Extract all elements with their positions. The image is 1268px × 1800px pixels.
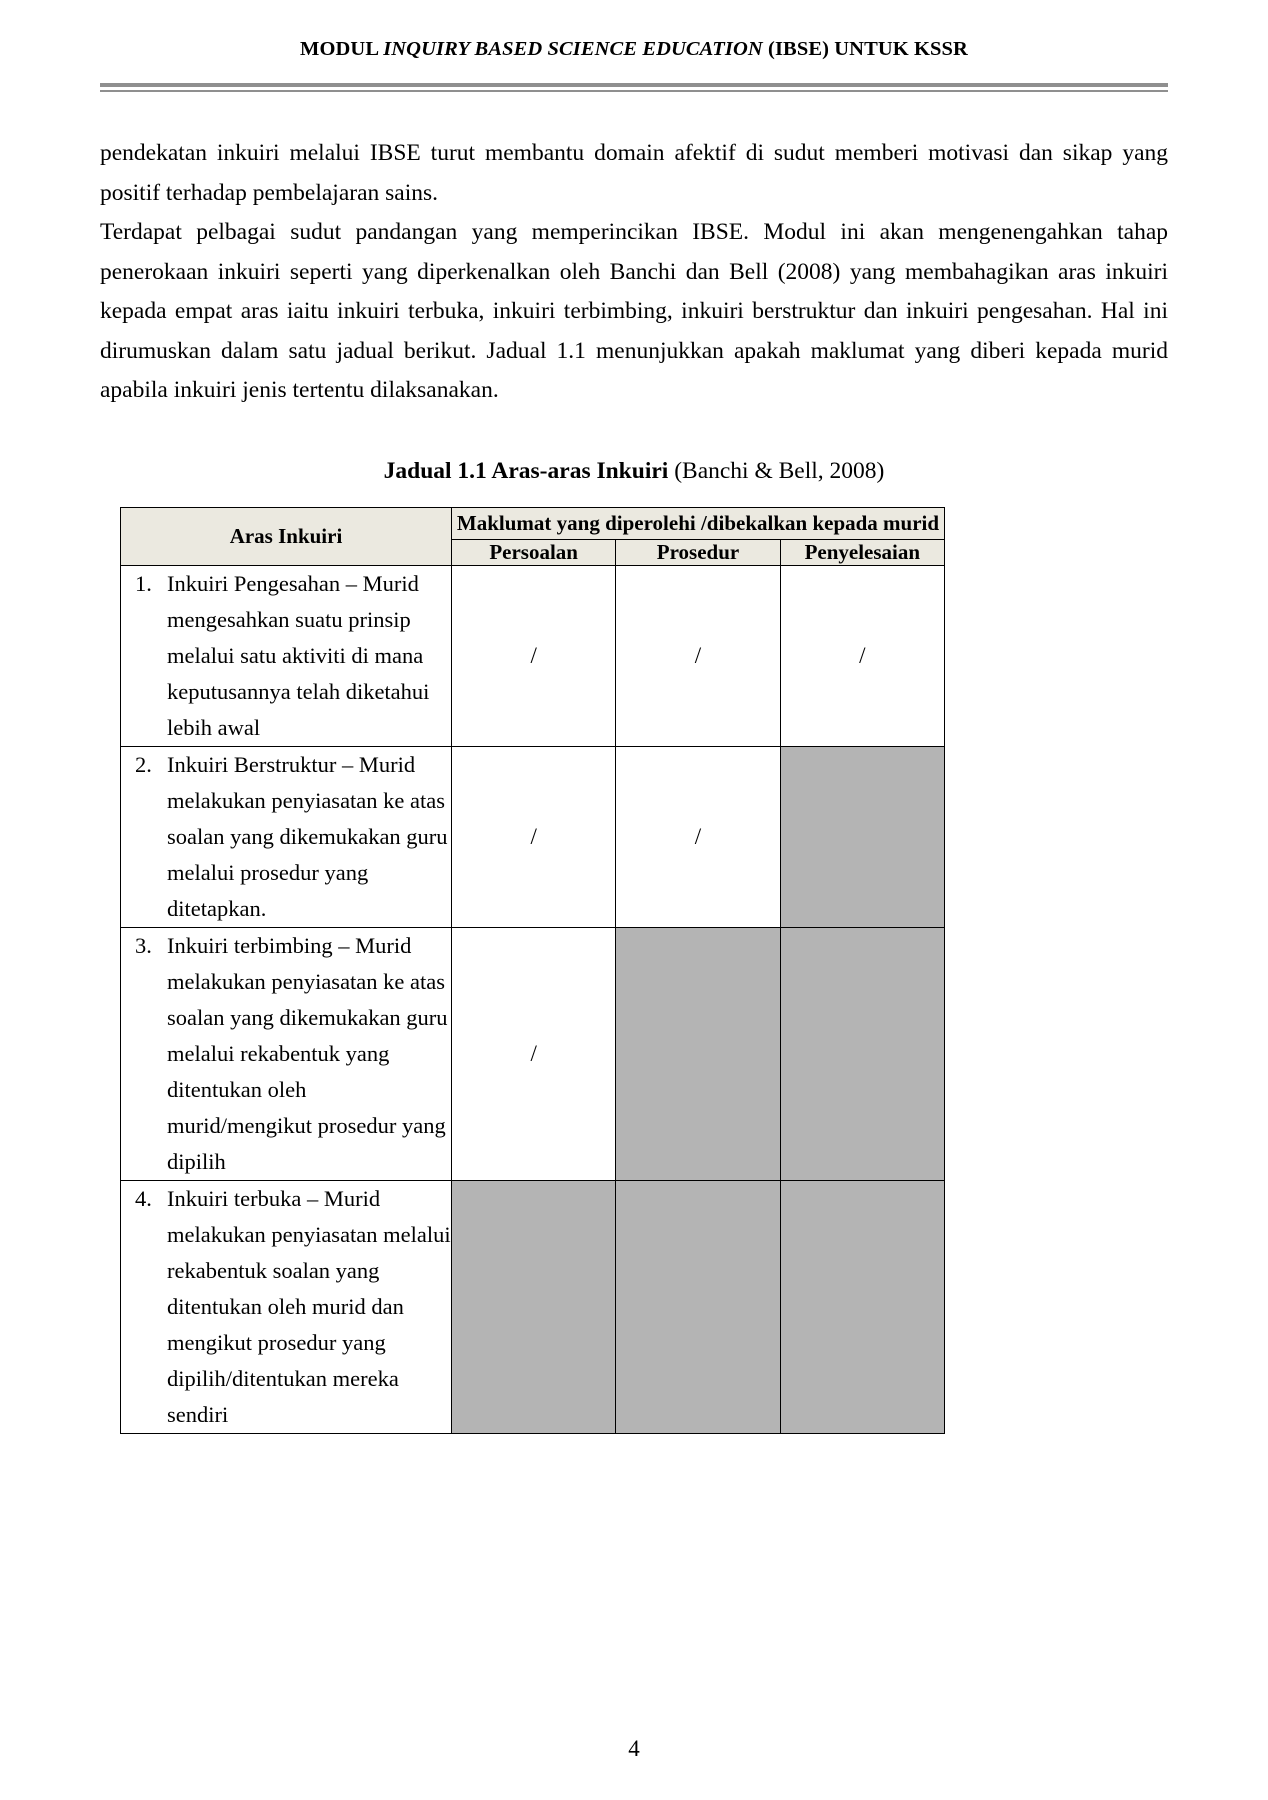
table-caption-citation: (Banchi & Bell, 2008) [668, 457, 885, 484]
column-subheader-penyelesaian: Penyelesaian [780, 539, 944, 565]
column-header-aras-inkuiri: Aras Inkuiri [121, 507, 452, 565]
cell-aras-description [121, 1180, 452, 1433]
row-description: Inkuiri Berstruktur – Murid melakukan penyiasatan ke atas soalan yang dikemukakan guru melalui prosedur yang ditetapkan. [167, 751, 448, 921]
row-number: 1. [135, 570, 152, 596]
table-row [121, 746, 945, 927]
cell-persoalan: / [452, 565, 616, 746]
table-row [121, 927, 945, 1180]
cell-penyelesaian [780, 746, 944, 927]
cell-aras-description [121, 565, 452, 746]
running-header-suffix: (IBSE) UNTUK KSSR [762, 38, 968, 60]
cell-persoalan: / [452, 746, 616, 927]
header-divider-rule [100, 83, 1168, 92]
running-header [0, 0, 1268, 61]
row-description: Inkuiri terbuka – Murid melakukan penyiasatan melalui rekabentuk soalan yang ditentukan oleh murid dan mengikut prosedur yang dipilih/ditentukan mereka sendiri [167, 1185, 451, 1427]
paragraph-2: Terdapat pelbagai sudut pandangan yang memperincikan IBSE. Modul ini akan mengenengahkan tahap penerokaan inkuiri seperti yang diperkenalkan oleh Banchi dan Bell (2008) yang membahagikan aras inkuiri kepada empat aras iaitu inkuiri terbuka, inkuiri terbimbing, inkuiri berstruktur dan inkuiri pengesahan. Hal ini dirumuskan dalam satu jadual berikut. Jadual 1.1 menunjukkan apakah maklumat yang diberi kepada murid apabila inkuiri jenis tertentu dilaksanakan. [100, 219, 1168, 403]
column-subheader-prosedur: Prosedur [616, 539, 780, 565]
row-description: Inkuiri Pengesahan – Murid mengesahkan suatu prinsip melalui satu aktiviti di mana keputusannya telah diketahui lebih awal [167, 570, 430, 740]
table-container [120, 507, 1148, 1434]
table-head [121, 507, 945, 565]
cell-persoalan: / [452, 927, 616, 1180]
column-subheader-persoalan: Persoalan [452, 539, 616, 565]
row-number: 2. [135, 751, 152, 777]
cell-prosedur: / [616, 746, 780, 927]
row-number: 3. [135, 932, 152, 958]
running-header-title-italic: INQUIRY BASED SCIENCE EDUCATION [383, 38, 763, 60]
table-row [121, 1180, 945, 1433]
running-header-prefix: MODUL [300, 38, 384, 60]
cell-prosedur: / [616, 565, 780, 746]
page-number: 4 [628, 1736, 640, 1761]
cell-prosedur [616, 1180, 780, 1433]
cell-penyelesaian: / [780, 565, 944, 746]
cell-aras-description [121, 746, 452, 927]
table-caption [0, 458, 1268, 485]
cell-prosedur [616, 927, 780, 1180]
cell-penyelesaian [780, 927, 944, 1180]
cell-aras-description [121, 927, 452, 1180]
table-caption-bold: Jadual 1.1 Aras-aras Inkuiri [383, 457, 669, 484]
inquiry-levels-table [120, 507, 945, 1434]
row-description: Inkuiri terbimbing – Murid melakukan penyiasatan ke atas soalan yang dikemukakan guru melalui rekabentuk yang ditentukan oleh murid/mengikut prosedur yang dipilih [167, 932, 448, 1174]
row-number: 4. [135, 1185, 152, 1211]
table-header-row-1 [121, 507, 945, 539]
table-row [121, 565, 945, 746]
table-body [121, 565, 945, 1433]
body-text-block [100, 92, 1168, 411]
cell-persoalan [452, 1180, 616, 1433]
column-header-maklumat: Maklumat yang diperolehi /dibekalkan kepada murid [452, 507, 945, 539]
cell-penyelesaian [780, 1180, 944, 1433]
paragraph-1: pendekatan inkuiri melalui IBSE turut membantu domain afektif di sudut memberi motivasi dan sikap yang positif terhadap pembelajaran sains. [100, 140, 1168, 206]
